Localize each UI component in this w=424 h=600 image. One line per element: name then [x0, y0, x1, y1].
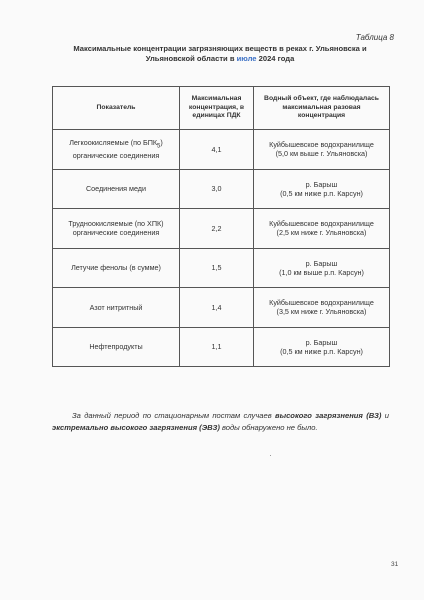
object-name: р. Барыш — [305, 337, 338, 347]
object-location: (2,5 км ниже г. Ульяновска) — [276, 228, 367, 238]
object-location: (5,0 км выше г. Ульяновска) — [275, 149, 368, 159]
cell-indicator: Соединения меди — [53, 169, 180, 209]
note-text: и — [381, 410, 389, 420]
table-row — [53, 209, 390, 249]
cell-value: 1,1 — [180, 327, 254, 367]
pollutants-table — [52, 86, 390, 367]
object-location: (1,0 км выше р.п. Карсун) — [279, 267, 364, 277]
object-location: (0,5 км ниже р.п. Карсун) — [280, 346, 363, 356]
table-row — [53, 130, 390, 170]
indicator-text: ) органические соединения — [72, 138, 163, 161]
summary-note — [52, 410, 389, 434]
object-name: Куйбышевское водохранилище — [269, 219, 374, 229]
cell-value: 1,4 — [180, 288, 254, 328]
cell-water-object — [254, 288, 390, 328]
indicator-text: Легкоокисляемые (по БПК — [69, 138, 158, 148]
cell-indicator — [53, 130, 180, 170]
cell-value: 3,0 — [180, 169, 254, 209]
table-title — [60, 44, 380, 64]
cell-water-object — [254, 327, 390, 367]
table-row — [53, 248, 390, 288]
cell-indicator: Летучие фенолы (в сумме) — [53, 248, 180, 288]
indicator-subscript: 5 — [157, 143, 161, 150]
table-row — [53, 327, 390, 367]
object-location: (3,5 км ниже г. Ульяновска) — [276, 307, 367, 317]
object-name: р. Барыш — [305, 179, 338, 189]
cell-water-object — [254, 248, 390, 288]
title-text-part1: Максимальные концентрации загрязняющих веществ в реках г. Ульяновска и Ульяновской области в — [73, 44, 367, 63]
cell-value: 2,2 — [180, 209, 254, 249]
page-number: 31 — [391, 561, 399, 568]
object-name: Куйбышевское водохранилище — [269, 140, 374, 150]
table-header-row — [53, 87, 390, 130]
cell-water-object — [254, 130, 390, 170]
title-text-part2: 2024 года — [256, 54, 295, 63]
object-location: (0,5 км ниже р.п. Карсун) — [280, 188, 363, 198]
cell-water-object — [254, 169, 390, 209]
cell-indicator: Нефтепродукты — [53, 327, 180, 367]
table-row — [53, 169, 390, 209]
header-max-concentration: Максимальная концентрация, в единицах ПДК — [180, 87, 254, 130]
cell-indicator: Азот нитритный — [53, 288, 180, 328]
cell-value: 1,5 — [180, 248, 254, 288]
note-bold-extreme-pollution: экстремально высокого загрязнения (ЭВЗ) — [52, 422, 220, 432]
table-row — [53, 288, 390, 328]
header-indicator: Показатель — [53, 87, 180, 130]
object-name: р. Барыш — [305, 258, 338, 268]
note-bold-high-pollution: высокого загрязнения (ВЗ) — [275, 410, 382, 420]
object-name: Куйбышевское водохранилище — [269, 298, 374, 308]
title-month: июле — [236, 54, 257, 63]
scan-speck — [270, 455, 271, 456]
cell-indicator: Трудноокисляемые (по ХПК) органические соединения — [53, 209, 180, 249]
note-text: воды обнаружено не было. — [219, 422, 318, 432]
note-text: За данный период по стационарным постам случаев — [72, 410, 276, 420]
header-water-object: Водный объект, где наблюдалась максимальная разовая концентрация — [254, 87, 390, 130]
cell-value: 4,1 — [180, 130, 254, 170]
cell-water-object — [254, 209, 390, 249]
table-number-label: Таблица 8 — [355, 33, 394, 42]
